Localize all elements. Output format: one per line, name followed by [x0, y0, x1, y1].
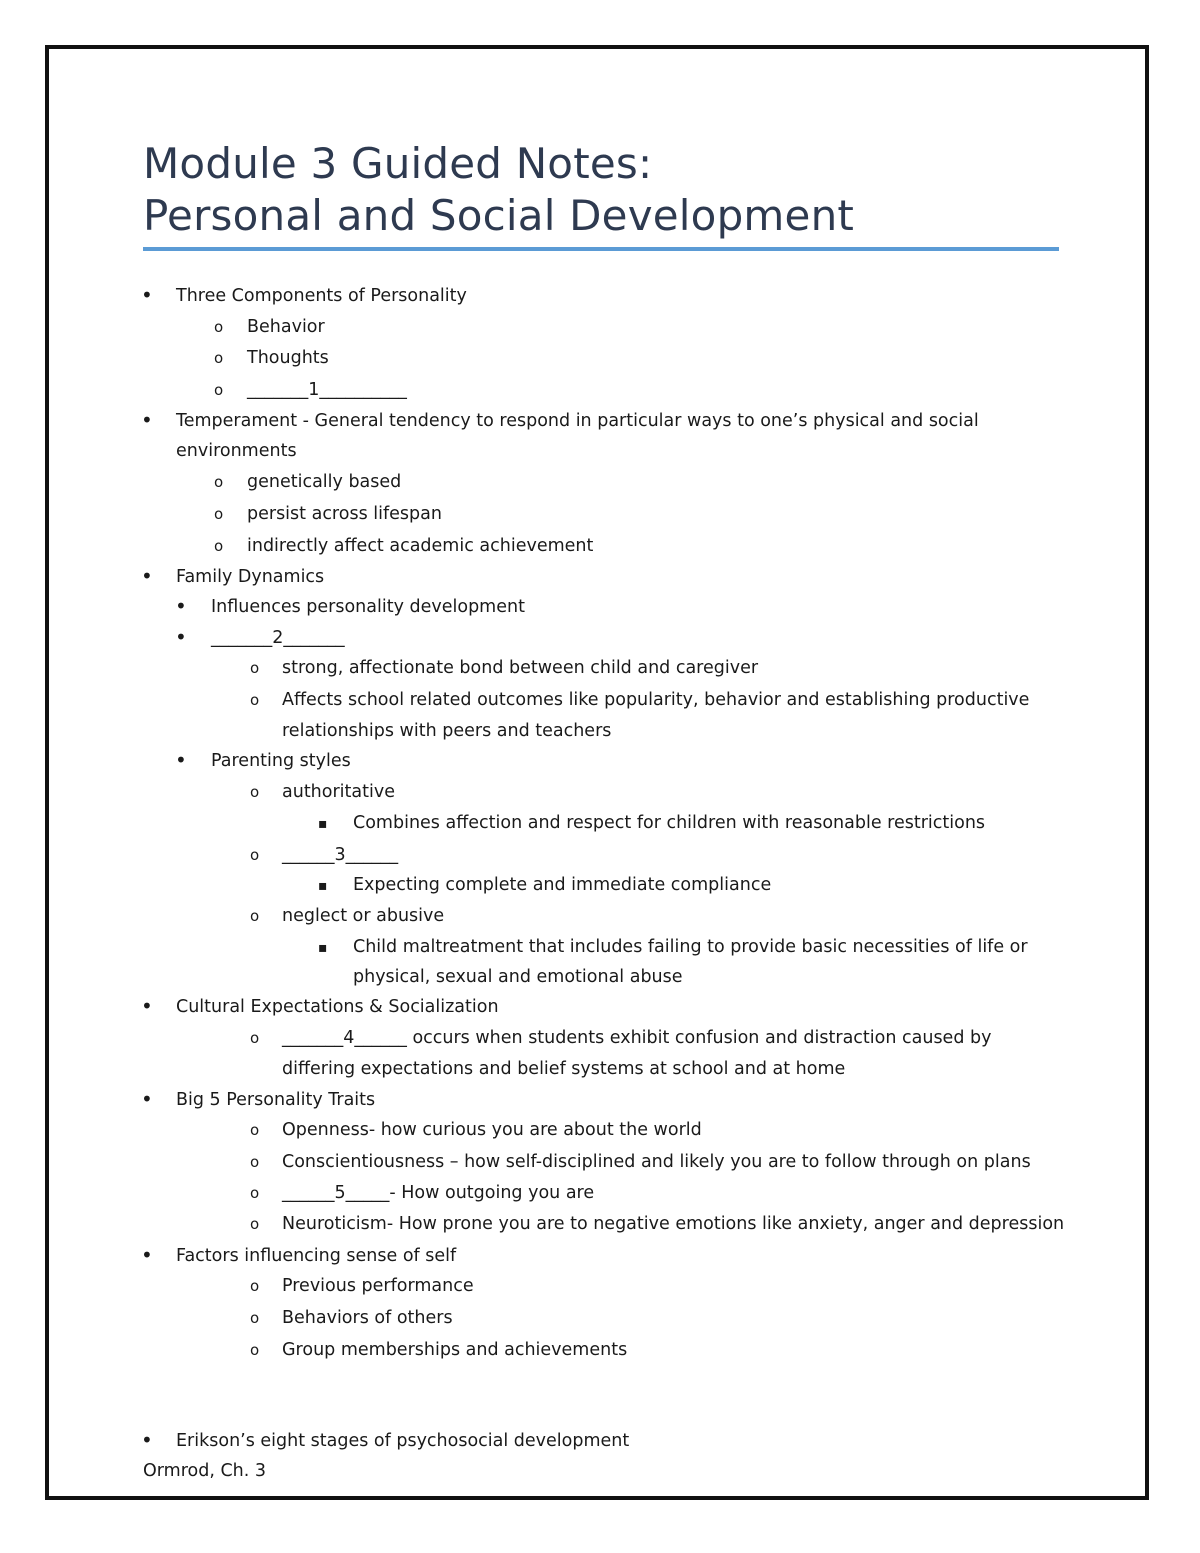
footer-citation: Ormrod, Ch. 3 — [143, 1461, 267, 1481]
circle-bullet-icon — [250, 689, 259, 711]
list-item-continuation: physical, sexual and emotional abuse — [353, 967, 683, 987]
list-item: Openness- how curious you are about the world — [282, 1120, 702, 1140]
list-item: Family Dynamics — [176, 567, 325, 587]
list-item: Expecting complete and immediate compliance — [353, 875, 772, 895]
bullet-icon — [141, 565, 153, 589]
circle-bullet-icon — [214, 347, 223, 369]
circle-bullet-icon — [250, 1275, 259, 1297]
list-item: Previous performance — [282, 1276, 474, 1296]
circle-bullet-icon — [250, 905, 259, 927]
list-item: Cultural Expectations & Socialization — [176, 997, 499, 1017]
list-item: authoritative — [282, 782, 395, 802]
bullet-icon — [141, 1429, 153, 1453]
list-item: indirectly affect academic achievement — [247, 536, 594, 556]
bullet-icon — [141, 409, 153, 433]
bullet-icon — [141, 1088, 153, 1112]
page-border — [45, 45, 1149, 1500]
list-item-continuation: differing expectations and belief systems at school and at home — [282, 1059, 846, 1079]
circle-bullet-icon — [250, 1182, 259, 1204]
list-item: Three Components of Personality — [176, 286, 467, 306]
title-line-2: Personal and Social Development — [143, 191, 855, 240]
list-item: genetically based — [247, 472, 402, 492]
list-item: Erikson’s eight stages of psychosocial development — [176, 1431, 630, 1451]
circle-bullet-icon — [250, 1339, 259, 1361]
list-item: persist across lifespan — [247, 504, 442, 524]
bullet-icon — [175, 749, 187, 773]
circle-bullet-icon — [250, 1151, 259, 1173]
title-line-1: Module 3 Guided Notes: — [143, 139, 653, 188]
list-item: Conscientiousness – how self-disciplined and likely you are to follow through on plans — [282, 1152, 1031, 1172]
list-item: Factors influencing sense of self — [176, 1246, 457, 1266]
circle-bullet-icon — [250, 844, 259, 866]
bullet-icon — [141, 995, 153, 1019]
square-bullet-icon — [318, 936, 328, 959]
circle-bullet-icon — [214, 379, 223, 401]
blank-1: _______1__________ — [247, 380, 407, 400]
list-item-continuation: environments — [176, 441, 297, 461]
list-item: neglect or abusive — [282, 906, 445, 926]
blank-4: _______4______ occurs when students exhibit confusion and distraction caused by — [282, 1028, 992, 1048]
list-item: Influences personality development — [211, 597, 525, 617]
list-item: Big 5 Personality Traits — [176, 1090, 376, 1110]
circle-bullet-icon — [250, 1119, 259, 1141]
circle-bullet-icon — [250, 781, 259, 803]
bullet-icon — [141, 284, 153, 308]
circle-bullet-icon — [214, 471, 223, 493]
list-item-continuation: relationships with peers and teachers — [282, 721, 612, 741]
list-item: Affects school related outcomes like popularity, behavior and establishing productive — [282, 690, 1030, 710]
circle-bullet-icon — [214, 316, 223, 338]
circle-bullet-icon — [214, 535, 223, 557]
circle-bullet-icon — [214, 503, 223, 525]
bullet-icon — [141, 1244, 153, 1268]
bullet-icon — [175, 595, 187, 619]
blank-2: _______2_______ — [211, 628, 345, 648]
list-item: Parenting styles — [211, 751, 351, 771]
circle-bullet-icon — [250, 657, 259, 679]
circle-bullet-icon — [250, 1027, 259, 1049]
list-item: Thoughts — [247, 348, 329, 368]
list-item: Temperament - General tendency to respond in particular ways to one’s physical and social — [176, 411, 979, 431]
blank-5: ______5_____- How outgoing you are — [282, 1183, 595, 1203]
list-item: Behaviors of others — [282, 1308, 453, 1328]
list-item: Child maltreatment that includes failing to provide basic necessities of life or — [353, 937, 1028, 957]
list-item: Group memberships and achievements — [282, 1340, 628, 1360]
title-underline — [143, 247, 1059, 251]
list-item: strong, affectionate bond between child and caregiver — [282, 658, 759, 678]
bullet-icon — [175, 626, 187, 650]
list-item: Behavior — [247, 317, 325, 337]
list-item: Neuroticism- How prone you are to negative emotions like anxiety, anger and depression — [282, 1214, 1065, 1234]
circle-bullet-icon — [250, 1307, 259, 1329]
list-item: Combines affection and respect for children with reasonable restrictions — [353, 813, 986, 833]
square-bullet-icon — [318, 812, 328, 835]
square-bullet-icon — [318, 874, 328, 897]
page-title — [143, 138, 854, 242]
circle-bullet-icon — [250, 1213, 259, 1235]
blank-3: ______3______ — [282, 845, 399, 865]
